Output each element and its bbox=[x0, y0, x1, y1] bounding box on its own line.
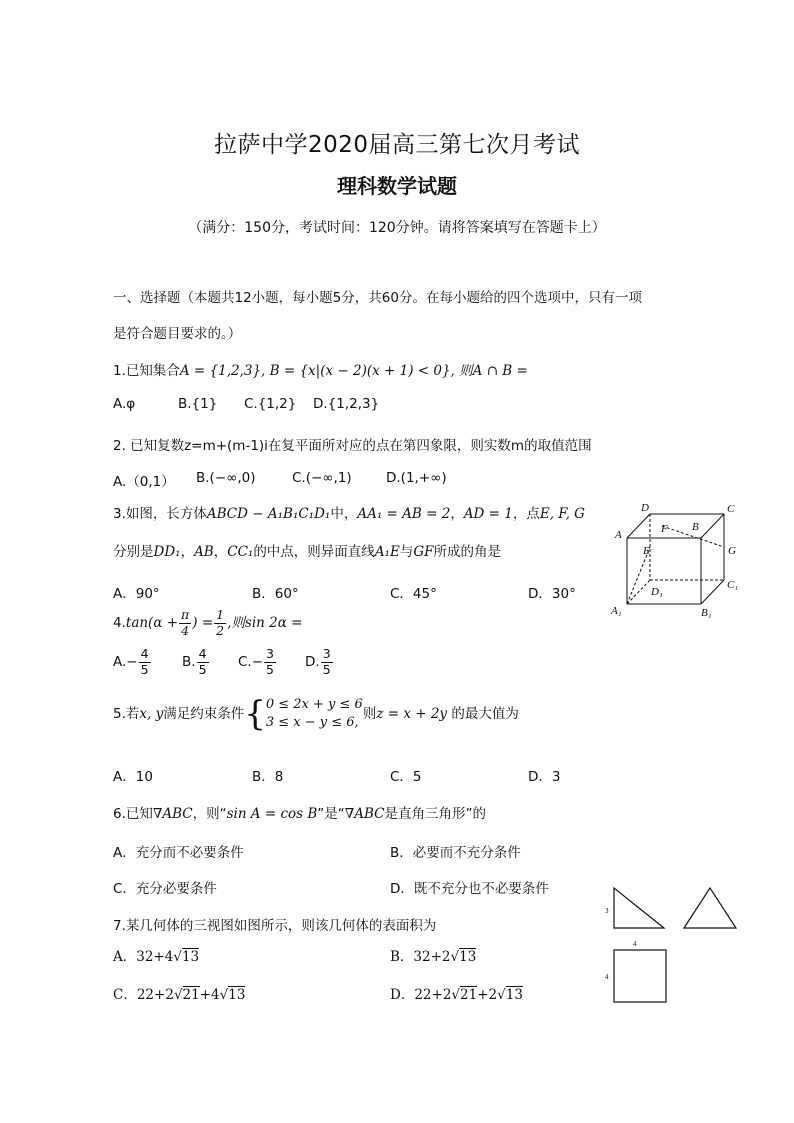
opt-label: D. bbox=[305, 654, 320, 670]
q6-stem bbox=[113, 802, 486, 822]
exam-subtitle: 理科数学试题 bbox=[337, 174, 457, 198]
opt-label: A． bbox=[113, 949, 137, 965]
q5-vars: x, y bbox=[139, 706, 164, 722]
frac-num: 1 bbox=[216, 607, 225, 622]
q5-option-a: A．10 bbox=[113, 769, 153, 785]
frac-den: 2 bbox=[216, 622, 225, 638]
frac-num: 3 bbox=[322, 646, 331, 661]
opt-base: 32+4 bbox=[136, 949, 174, 965]
label-f: F bbox=[661, 523, 668, 535]
opt-frac bbox=[197, 648, 209, 676]
opt-radicand: 13 bbox=[459, 949, 477, 965]
q5-c2: 3 ≤ x − y ≤ 6, bbox=[265, 715, 359, 730]
q7-option-c: C．22+2√21+4√13 bbox=[113, 987, 246, 1003]
q4-prefix: 4. bbox=[113, 615, 126, 631]
q5-option-c: C．5 bbox=[390, 769, 422, 785]
q4-option-a bbox=[113, 648, 152, 676]
opt-label: C． bbox=[113, 987, 137, 1003]
q5-suffix: 的最大值为 bbox=[451, 706, 519, 722]
q7-option-a: A．32+4√13 bbox=[113, 949, 200, 965]
front-view-triangle bbox=[614, 888, 664, 928]
q3-option-a: A．90° bbox=[113, 586, 160, 602]
q3-text: ， bbox=[450, 506, 464, 522]
q5-z: z = x + 2y bbox=[376, 706, 448, 722]
section-heading-line1: 一、选择题（本题共12小题，每小题5分，共60分。在每小题给的四个选项中，只有一项 bbox=[113, 290, 642, 306]
q3-text: ，点 bbox=[512, 506, 540, 522]
frac-den: 4 bbox=[181, 622, 190, 638]
opt-label: B. bbox=[182, 654, 196, 670]
q3-text: 所成的角是 bbox=[433, 544, 501, 560]
q1-stem bbox=[113, 359, 528, 379]
q5-system bbox=[266, 696, 363, 731]
section-heading-line2: 是符合题目要求的。） bbox=[113, 326, 242, 342]
label-side-height: 4 bbox=[605, 973, 609, 981]
q6-text: 6.已知 bbox=[113, 806, 153, 822]
label-c: C bbox=[727, 503, 735, 515]
q4-rest: ,则sin 2α = bbox=[227, 615, 303, 631]
q3-option-c: C．45° bbox=[390, 586, 437, 602]
side-view-triangle bbox=[684, 888, 736, 928]
q3-math: ABCD − A₁B₁C₁D₁ bbox=[206, 506, 331, 522]
opt-base: 22+2 bbox=[414, 987, 452, 1003]
q6-option-b: B．必要而不充分条件 bbox=[390, 845, 521, 861]
q7-stem: 7.某几何体的三视图如图所示，则该几何体的表面积为 bbox=[113, 918, 437, 934]
label-height: 3 bbox=[605, 907, 609, 915]
q4-option-c bbox=[238, 648, 277, 676]
label-d: D bbox=[641, 502, 649, 514]
q2-option-d: D.(1,+∞) bbox=[386, 470, 447, 486]
q3-text: 3.如图，长方体 bbox=[113, 506, 207, 522]
opt-label: C. bbox=[238, 654, 252, 670]
opt-label: A. bbox=[113, 654, 127, 670]
q1-option-a: A.φ bbox=[113, 396, 136, 412]
opt-radicand: 21 bbox=[460, 987, 478, 1003]
opt-mid: +2 bbox=[477, 987, 498, 1003]
frac-den: 5 bbox=[322, 661, 331, 677]
q5-mid: 满足约束条件 bbox=[163, 706, 245, 722]
label-top-width: 4 bbox=[633, 940, 637, 948]
q5-option-b: B．8 bbox=[252, 769, 284, 785]
opt-label: D． bbox=[390, 987, 415, 1003]
frac-num: π bbox=[181, 607, 190, 622]
frac-den: 5 bbox=[198, 661, 207, 677]
label-d1: D₁ bbox=[651, 586, 663, 598]
label-c1: C₁ bbox=[727, 579, 739, 591]
exam-note: （满分：150分，考试时间：120分钟。请将答案填写在答题卡上） bbox=[188, 220, 606, 236]
top-view-square bbox=[614, 950, 666, 1002]
opt-frac bbox=[264, 648, 276, 676]
q7-option-d: D．22+2√21+2√13 bbox=[390, 987, 523, 1003]
q3-option-d: D．30° bbox=[528, 586, 576, 602]
q5-stem bbox=[113, 694, 519, 734]
opt-radicand: 13 bbox=[181, 949, 200, 965]
opt-label: B． bbox=[390, 949, 414, 965]
q1-then: 则A ∩ B = bbox=[459, 363, 528, 379]
q1-option-c: C.{1,2} bbox=[244, 396, 297, 412]
q4-option-b bbox=[182, 648, 210, 676]
q6-text: 是直角三角形”的 bbox=[384, 806, 486, 822]
cuboid-figure bbox=[605, 498, 755, 620]
q4-frac-half bbox=[214, 609, 226, 637]
q5-brace: { bbox=[244, 694, 266, 734]
q6-option-c: C．充分必要条件 bbox=[113, 881, 217, 897]
q3-text: ， bbox=[213, 544, 228, 560]
opt-base: 22+2 bbox=[136, 987, 174, 1003]
frac-num: 4 bbox=[140, 646, 149, 661]
q5-prefix: 5.若 bbox=[113, 706, 140, 722]
q3-option-b: B．60° bbox=[252, 586, 299, 602]
label-a: A bbox=[615, 529, 622, 541]
q3-stem-line2 bbox=[113, 540, 501, 560]
q6-option-d: D．既不充分也不必要条件 bbox=[390, 881, 549, 897]
q4-frac-pi4 bbox=[179, 609, 191, 637]
opt-frac bbox=[321, 648, 333, 676]
q5-option-d: D．3 bbox=[528, 769, 561, 785]
q2-option-c: C.(−∞,1) bbox=[292, 470, 352, 486]
q6-triangle: ∇ABC bbox=[344, 806, 385, 822]
frac-num: 3 bbox=[266, 646, 274, 661]
q3-math: AA₁ = AB = 2 bbox=[357, 506, 451, 522]
q3-math: GF bbox=[413, 544, 434, 560]
q3-math: AD = 1 bbox=[463, 506, 513, 522]
q4-lhs-close: ) = bbox=[192, 615, 214, 631]
q3-math: CC₁ bbox=[227, 544, 254, 560]
frac-num: 4 bbox=[198, 646, 207, 661]
three-view-figure bbox=[600, 882, 745, 1007]
opt-frac bbox=[139, 648, 151, 676]
opt-radicand: 13 bbox=[228, 987, 246, 1003]
label-a1: A₁ bbox=[611, 605, 622, 617]
q3-text: 分别是 bbox=[113, 544, 154, 560]
opt-sign: − bbox=[251, 654, 264, 670]
exam-title: 拉萨中学2020届高三第七次月考试 bbox=[213, 132, 581, 158]
opt-radicand: 21 bbox=[182, 987, 200, 1003]
opt-sign: − bbox=[126, 654, 138, 670]
q5-c1: 0 ≤ 2x + y ≤ 6 bbox=[265, 697, 363, 713]
q1-set-a: A = {1,2,3}, bbox=[179, 363, 266, 379]
q2-stem: 2. 已知复数z=m+(m-1)i在复平面所对应的点在第四象限，则实数m的取值范围 bbox=[113, 438, 592, 454]
q3-stem-line1 bbox=[113, 502, 585, 522]
q3-math: E, F, G bbox=[539, 506, 585, 522]
frac-den: 5 bbox=[266, 661, 274, 677]
q6-text: ，则“ bbox=[192, 806, 227, 822]
q2-option-a: A.（0,1） bbox=[113, 474, 175, 490]
q1-prefix: 1.已知集合 bbox=[113, 363, 180, 379]
label-b1: B₁ bbox=[701, 607, 712, 619]
label-b: B bbox=[692, 521, 699, 533]
q6-text: ”是“ bbox=[317, 806, 345, 822]
q6-option-a: A．充分而不必要条件 bbox=[113, 845, 244, 861]
q2-option-b: B.(−∞,0) bbox=[196, 470, 256, 486]
q5-then: 则 bbox=[362, 706, 377, 722]
q1-set-b: B = {x|(x − 2)(x + 1) < 0}, bbox=[269, 363, 455, 379]
q4-stem bbox=[113, 609, 302, 637]
q4-option-d bbox=[305, 648, 334, 676]
opt-mid: +4 bbox=[199, 987, 220, 1003]
label-e: E bbox=[643, 545, 650, 557]
q1-option-b: B.{1} bbox=[178, 396, 218, 412]
q6-condition: sin A = cos B bbox=[226, 806, 318, 822]
q3-text: 与 bbox=[399, 544, 414, 560]
q3-text: 中， bbox=[330, 506, 358, 522]
label-g: G bbox=[728, 545, 736, 557]
q3-math: AB bbox=[194, 544, 214, 560]
q1-option-d: D.{1,2,3} bbox=[313, 396, 380, 412]
q3-math: DD₁ bbox=[153, 544, 181, 560]
q3-text: 的中点，则异面直线 bbox=[253, 544, 375, 560]
q6-triangle: ∇ABC bbox=[152, 806, 193, 822]
q4-lhs: tan(α + bbox=[125, 615, 179, 631]
opt-radicand: 13 bbox=[505, 987, 523, 1003]
frac-den: 5 bbox=[140, 661, 149, 677]
q3-math: A₁E bbox=[374, 544, 400, 560]
q7-option-b: B．32+2√13 bbox=[390, 949, 477, 965]
opt-base: 32+2 bbox=[413, 949, 451, 965]
q3-text: ， bbox=[180, 544, 195, 560]
